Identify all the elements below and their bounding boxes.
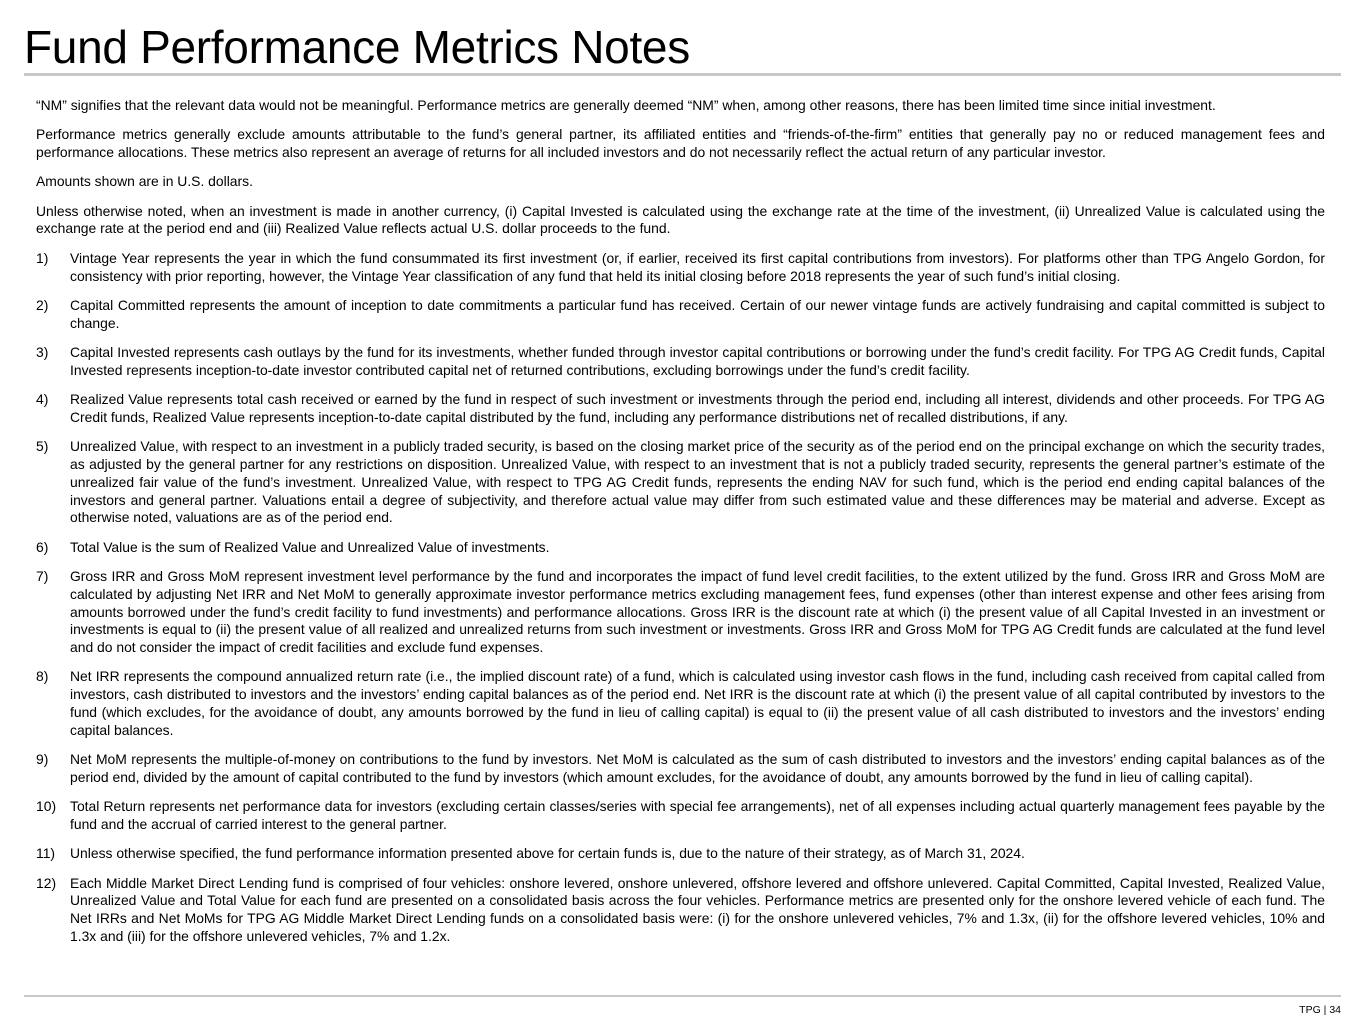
footnote-text: Gross IRR and Gross MoM represent investment level performance by the fund and incorporates the impact of fund level credit facilities, to the extent utilized by the fund. Gross IRR and Gross MoM are calculated by adjusting Net IRR and Net MoM to generally approximate investor performance metrics excluding management fees, fund expenses (other than interest expense and other fees arising from amounts borrowed under the fund’s credit facility to fund investments) and performance allocations. Gross IRR is the discount rate at which (i) the present value of all Capital Invested in an investment or investments is equal to (ii) the present value of all realized and unrealized returns from such investment or investments. Gross IRR and Gross MoM for TPG AG Credit funds are calculated at the fund level and do not consider the impact of credit facilities and exclude fund expenses.: [70, 567, 1325, 656]
intro-paragraph: Amounts shown are in U.S. dollars.: [36, 173, 253, 190]
footnote-item: [36, 568, 1325, 657]
footnote-item: [36, 539, 1325, 557]
footnote-number: 2): [36, 296, 49, 313]
intro-paragraph: “NM” signifies that the relevant data would not be meaningful. Performance metrics are generally deemed “NM” when, among other reasons, there has been limited time since initial investment.: [36, 97, 1216, 113]
footnote-number: 12): [36, 874, 57, 891]
footnote-number: 11): [36, 845, 56, 862]
footnote-number: 8): [36, 668, 49, 685]
footnote-item: [36, 875, 1325, 946]
footnote-item: [36, 344, 1325, 380]
footnote-text: Total Value is the sum of Realized Value and Unrealized Value of investments.: [70, 538, 550, 555]
footnote-item: [36, 845, 1325, 863]
footnote-text: Capital Committed represents the amount of inception to date commitments a particular fund has received. Certain of our newer vintage funds are actively fundraising and capital committed is subject to change.: [70, 296, 1325, 331]
footnote-text: Capital Invested represents cash outlays by the fund for its investments, whether funded through investor capital contributions or borrowing under the fund’s credit facility. For TPG AG Credit funds, Capital Invested represents inception-to-date investor contributed capital net of returned contributions, excluding borrowings under the fund’s credit facility.: [70, 343, 1325, 378]
footnote-text: Each Middle Market Direct Lending fund is comprised of four vehicles: onshore levered, onshore unlevered, offshore levered and offshore unlevered. Capital Committed, Capital Invested, Realized Value, Unrealized Value and Total Value for each fund are presented on a consolidated basis across the four vehicles. Performance metrics are presented only for the onshore levered vehicle of each fund. The Net IRRs and Net MoMs for TPG AG Middle Market Direct Lending funds on a consolidated basis were: (i) for the onshore unlevered vehicles, 7% and 1.3x, (ii) for the offshore levered vehicles, 10% and 1.3x and (iii) for the offshore unlevered vehicles, 7% and 1.2x.: [70, 874, 1325, 944]
footnote-item: [36, 297, 1325, 333]
footnote-text: Total Return represents net performance data for investors (excluding certain classes/series with special fee arrangements), net of all expenses including actual quarterly management fees payable by the fund and the accrual of carried interest to the general partner.: [70, 798, 1325, 832]
intro-paragraph: Performance metrics generally exclude amounts attributable to the fund’s general partner, its affiliated entities and “friends-of-the-firm” entities that generally pay no or reduced management fees and performance allocations. These metrics also represent an average of returns for all included investors and do not necessarily reflect the actual return of any particular investor.: [36, 126, 1325, 161]
footnote-number: 7): [36, 567, 49, 584]
notes-body: [36, 97, 1325, 957]
footnote-list: [36, 250, 1325, 946]
footnote-item: [36, 798, 1325, 834]
footnote-text: Unrealized Value, with respect to an investment in a publicly traded security, is based on the closing market price of the security as of the period end on the principal exchange on which the security trades, as adjusted by the general partner for any restrictions on disposition. Unrealized Value, with respect to an investment that is not a publicly traded security, represents the general partner’s estimate of the unrealized fair value of the fund’s investment. Unrealized Value, with respect to TPG AG Credit funds, represents the ending NAV for such fund, which is the period end ending capital balances of the investors and general partner. Valuations entail a degree of subjectivity, and therefore actual value may differ from such estimated value and these differences may be material and adverse. Except as otherwise noted, valuations are as of the period end.: [70, 438, 1325, 526]
footnote-text: Realized Value represents total cash received or earned by the fund in respect of such investment or investments through the period end, including all interest, dividends and other proceeds. For TPG AG Credit funds, Realized Value represents inception-to-date capital distributed by the fund, including any performance distributions net of recalled distributions, if any.: [70, 391, 1325, 425]
footnote-item: [36, 668, 1325, 739]
footnote-number: 10): [36, 798, 57, 815]
footnote-item: [36, 250, 1325, 286]
footnote-number: 4): [36, 391, 49, 408]
footnote-number: 5): [36, 438, 49, 455]
page-title: Fund Performance Metrics Notes: [24, 21, 690, 73]
footnote-number: 6): [36, 538, 49, 555]
page-footer: TPG | 34: [1299, 1004, 1341, 1016]
title-divider: [24, 73, 1341, 76]
footnote-text: Unless otherwise specified, the fund performance information presented above for certain funds is, due to the nature of their strategy, as of March 31, 2024.: [70, 845, 1025, 862]
footnote-text: Net MoM represents the multiple-of-money on contributions to the fund by investors. Net MoM is calculated as the sum of cash distributed to investors and the investors’ ending capital balances as of the period end, divided by the amount of capital contributed to the fund by investors (which amount excludes, for the avoidance of doubt, any amounts borrowed by the fund in lieu of calling capital).: [70, 751, 1325, 785]
footnote-number: 9): [36, 751, 49, 768]
footnote-text: Vintage Year represents the year in which the fund consummated its first investment (or, if earlier, received its first capital contributions from investors). For platforms other than TPG Angelo Gordon, for consistency with prior reporting, however, the Vintage Year classification of any fund that held its initial closing before 2018 represents the year of such fund’s initial closing.: [70, 249, 1325, 284]
footnote-number: 1): [36, 249, 49, 266]
footnote-item: [36, 438, 1325, 527]
footnote-item: [36, 751, 1325, 787]
footnote-number: 3): [36, 343, 49, 360]
footer-divider: [24, 995, 1341, 997]
intro-paragraph: Unless otherwise noted, when an investment is made in another currency, (i) Capital Invested is calculated using the exchange rate at the time of the investment, (ii) Unrealized Value is calculated using the exchange rate at the period end and (iii) Realized Value reflects actual U.S. dollar proceeds to the fund.: [36, 202, 1325, 237]
footnote-text: Net IRR represents the compound annualized return rate (i.e., the implied discount rate) of a fund, which is calculated using investor cash flows in the fund, including cash received from capital called from investors, cash distributed to investors and the investors’ ending capital balances as of the period end. Net IRR is the discount rate at which (i) the present value of all capital contributed by investors to the fund (which excludes, for the avoidance of doubt, any amounts borrowed by the fund in lieu of calling capital) is equal to (ii) the present value of all cash distributed to investors and the investors’ ending capital balances.: [70, 668, 1325, 738]
footnote-item: [36, 391, 1325, 427]
